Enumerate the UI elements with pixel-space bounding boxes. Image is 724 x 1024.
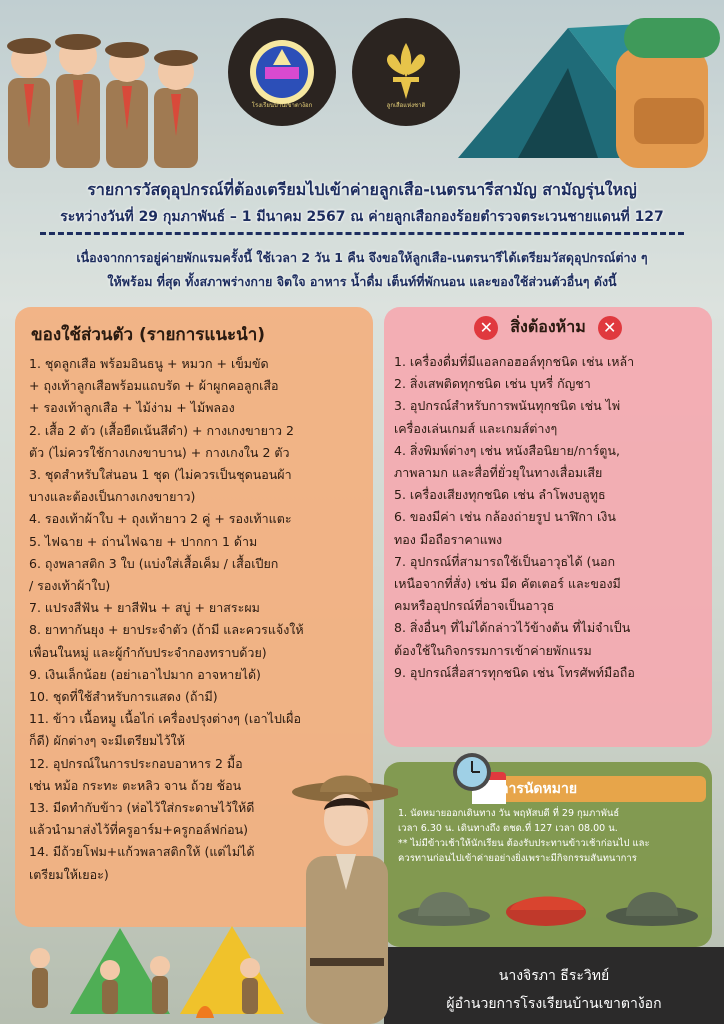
fleur-de-lis-icon <box>371 37 441 107</box>
appointment-title: การนัดหมาย <box>500 781 578 797</box>
list-item: 4. สิ่งพิมพ์ต่างๆ เช่น หนังสือนิยาย/การ์ตูน, <box>394 442 620 458</box>
list-item: เพื่อนในหมู่ และผู้กำกับประจำกองทราบด้วย) <box>29 644 267 660</box>
list-item: 12. อุปกรณ์ในการประกอบอาหาร 2 มื้อ <box>29 755 243 771</box>
appointment-text <box>398 806 704 866</box>
tent-backpack-illustration <box>448 8 724 178</box>
personal-items-title: ของใช้ส่วนตัว (รายการแนะนำ) <box>31 325 266 345</box>
scout-hats-illustration <box>396 870 702 930</box>
list-item: บางและต้องเป็นกางเกงขายาว) <box>29 489 196 505</box>
appointment-panel <box>384 762 712 947</box>
list-item: 13. มีดทำกับข้าว (ห่อไว้ใส่กระดาษไว้ให้ดี <box>29 800 255 816</box>
page-title: รายการวัสดุอุปกรณ์ที่ต้องเตรียมไปเข้าค่ายลูกเสือ-เนตรนารีสามัญ สามัญรุ่นใหญ่ <box>87 180 637 199</box>
list-item: ต้องใช้ในกิจกรรมการเข้าค่ายพักแรม <box>394 642 592 658</box>
prohibited-panel <box>384 307 712 747</box>
list-item: 1. ชุดลูกเสือ พร้อมอินธนู + หมวก + เข็มขัด <box>29 356 269 371</box>
saluting-scouts-illustration <box>2 18 234 168</box>
list-item: 11. ข้าว เนื้อหมู เนื้อไก่ เครื่องปรุงต่างๆ (เอาไปเผื่อ <box>29 711 301 727</box>
school-logo <box>228 18 336 126</box>
list-item: 10. ชุดที่ใช้สำหรับการแสดง (ถ้ามี) <box>29 689 218 705</box>
scout-logo <box>352 18 460 126</box>
list-item: 7. อุปกรณ์ที่สามารถใช้เป็นอาวุธได้ (นอก <box>394 553 616 569</box>
list-item: 9. อุปกรณ์สื่อสารทุกชนิด เช่น โทรศัพท์มือถือ <box>394 664 635 680</box>
list-item: 9. เงินเล็กน้อย (อย่าเอาไปมาก อาจหายได้) <box>29 666 261 682</box>
list-item: 3. ชุดสำหรับใส่นอน 1 ชุด (ไม่ควรเป็นชุดนอนผ้า <box>29 467 292 483</box>
list-item: คมหรืออุปกรณ์ที่อาจเป็นอาวุธ <box>394 598 555 614</box>
list-item: 8. สิ่งอื่นๆ ที่ไม่ได้กล่าวไว้ข้างต้น ที่ไม่จำเป็น <box>394 620 631 636</box>
list-item: ภาพลามก และสื่อที่ยั่วยุในทางเสื่อมเสีย <box>394 465 603 481</box>
signer-name: นางจิรภา ธีระวิทย์ <box>498 968 610 984</box>
list-item: 8. ยาทากันยุง + ยาประจำตัว (ถ้ามี และควรแจ้งให้ <box>29 622 304 638</box>
list-item: เตรียมให้เยอะ) <box>29 866 109 882</box>
list-item: 6. ของมีค่า เช่น กล้องถ่ายรูป นาฬิกา เงิน <box>394 509 616 525</box>
list-item: เหนือจากที่สั่ง) เช่น มีด คัตเตอร์ และของมี <box>394 576 621 592</box>
list-item: ทอง มือถือราคาแพง <box>394 531 503 547</box>
appointment-line: ควรทานก่อนไปเข้าค่ายอย่างยิ่งเพราะมีกิจกรรมสันทนาการ <box>398 853 637 864</box>
list-item: 7. แปรงสีฟัน + ยาสีฟัน + สบู่ + ยาสระผม <box>29 600 260 616</box>
list-item: ก็ดี) ผักต่างๆ จะมีเตรียมไว้ให้ <box>29 733 185 749</box>
list-item: เครื่องเล่นเกมส์ และเกมส์ต่างๆ <box>394 420 558 436</box>
prohibited-header <box>384 315 712 340</box>
list-item: 5. ไฟฉาย + ถ่านไฟฉาย + ปากกา 1 ด้าม <box>29 533 258 549</box>
intro-line-2: ให้พร้อม ที่สุด ทั้งสภาพร่างกาย จิตใจ อาหาร น้ำดื่ม เต็นท์ที่พักนอน และของใช้ส่วนตัวอื่นๆ ดังนี้ <box>107 274 617 289</box>
list-item: 1. เครื่องดื่มที่มีแอลกอฮอล์ทุกชนิด เช่น เหล้า <box>394 354 635 369</box>
girl-scout-photo <box>288 770 398 1024</box>
cross-icon: ✕ <box>474 316 498 340</box>
list-item: 2. สิ่งเสพติดทุกชนิด เช่น บุหรี่ กัญชา <box>394 376 591 392</box>
school-logo-caption: โรงเรียนบ้านเขาตาง้อก <box>251 102 313 109</box>
list-item: 4. รองเท้าผ้าใบ + ถุงเท้ายาว 2 คู่ + รองเท้าแตะ <box>29 511 292 527</box>
page-subtitle: ระหว่างวันที่ 29 กุมภาพันธ์ – 1 มีนาคม 2567 ณ ค่ายลูกเสือกองร้อยตำรวจตระเวนชายแดนที่ 127 <box>60 209 664 225</box>
appointment-line: 1. นัดหมายออกเดินทาง วัน พฤหัสบดี ที่ 29 กุมภาพันธ์ <box>398 808 620 819</box>
signature-box <box>384 947 724 1024</box>
list-item: 5. เครื่องเสียงทุกชนิด เช่น ลำโพงบลูทูธ <box>394 487 606 503</box>
divider <box>40 232 684 235</box>
list-item: เช่น หม้อ กระทะ ตะหลิว จาน ถ้วย ช้อน <box>29 777 242 793</box>
list-item: + ถุงเท้าลูกเสือพร้อมแถบรัด + ผ้าผูกคอลูกเสือ <box>29 378 279 394</box>
kids-camping-illustration <box>10 918 300 1024</box>
prohibited-title: สิ่งต้องห้าม <box>510 317 586 336</box>
appointment-line: เวลา 6.30 น. เดินทางถึง ตชด.ที่ 127 เวลา 08.00 น. <box>398 823 618 834</box>
list-item: 3. อุปกรณ์สำหรับการพนันทุกชนิด เช่น ไพ่ <box>394 398 621 414</box>
list-item: / รองเท้าผ้าใบ) <box>29 578 111 594</box>
list-item: แล้วนำมาส่งไว้ที่ครูอาร์ม+ครูกอล์ฟก่อน) <box>29 822 249 838</box>
signer-position: ผู้อำนวยการโรงเรียนบ้านเขาตาง้อก <box>446 996 662 1012</box>
appointment-line: ** ไม่มีข้าวเช้าให้นักเรียน ต้องรับประทานข้าวเช้าก่อนไป และ <box>398 838 650 849</box>
list-item: + รองเท้าลูกเสือ + ไม้ง่าม + ไม้พลอง <box>29 400 235 416</box>
school-emblem-icon <box>247 37 317 107</box>
prohibited-list <box>394 351 706 684</box>
list-item: 6. ถุงพลาสติก 3 ใบ (แบ่งใส่เสื้อเค็ม / เสื้อเปียก <box>29 555 279 571</box>
scout-logo-caption: ลูกเสือแห่งชาติ <box>386 102 426 109</box>
list-item: ตัว (ไม่ควรใช้กางเกงขาบาน) + กางเกงใน 2 ตัว <box>29 444 290 460</box>
list-item: 14. มีถ้วยโฟม+แก้วพลาสติกให้ (แต่ไม่ได้ <box>29 844 255 860</box>
cross-icon: ✕ <box>598 316 622 340</box>
list-item: 2. เสื้อ 2 ตัว (เสื้อยืดเน้นสีดำ) + กางเกงขายาว 2 <box>29 422 294 438</box>
intro-line-1: เนื่องจากการอยู่ค่ายพักแรมครั้งนี้ ใช้เวลา 2 วัน 1 คืน จึงขอให้ลูกเสือ-เนตรนารีได้เตรียมวัสดุอุปกรณ์ต่าง ๆ <box>76 250 648 265</box>
